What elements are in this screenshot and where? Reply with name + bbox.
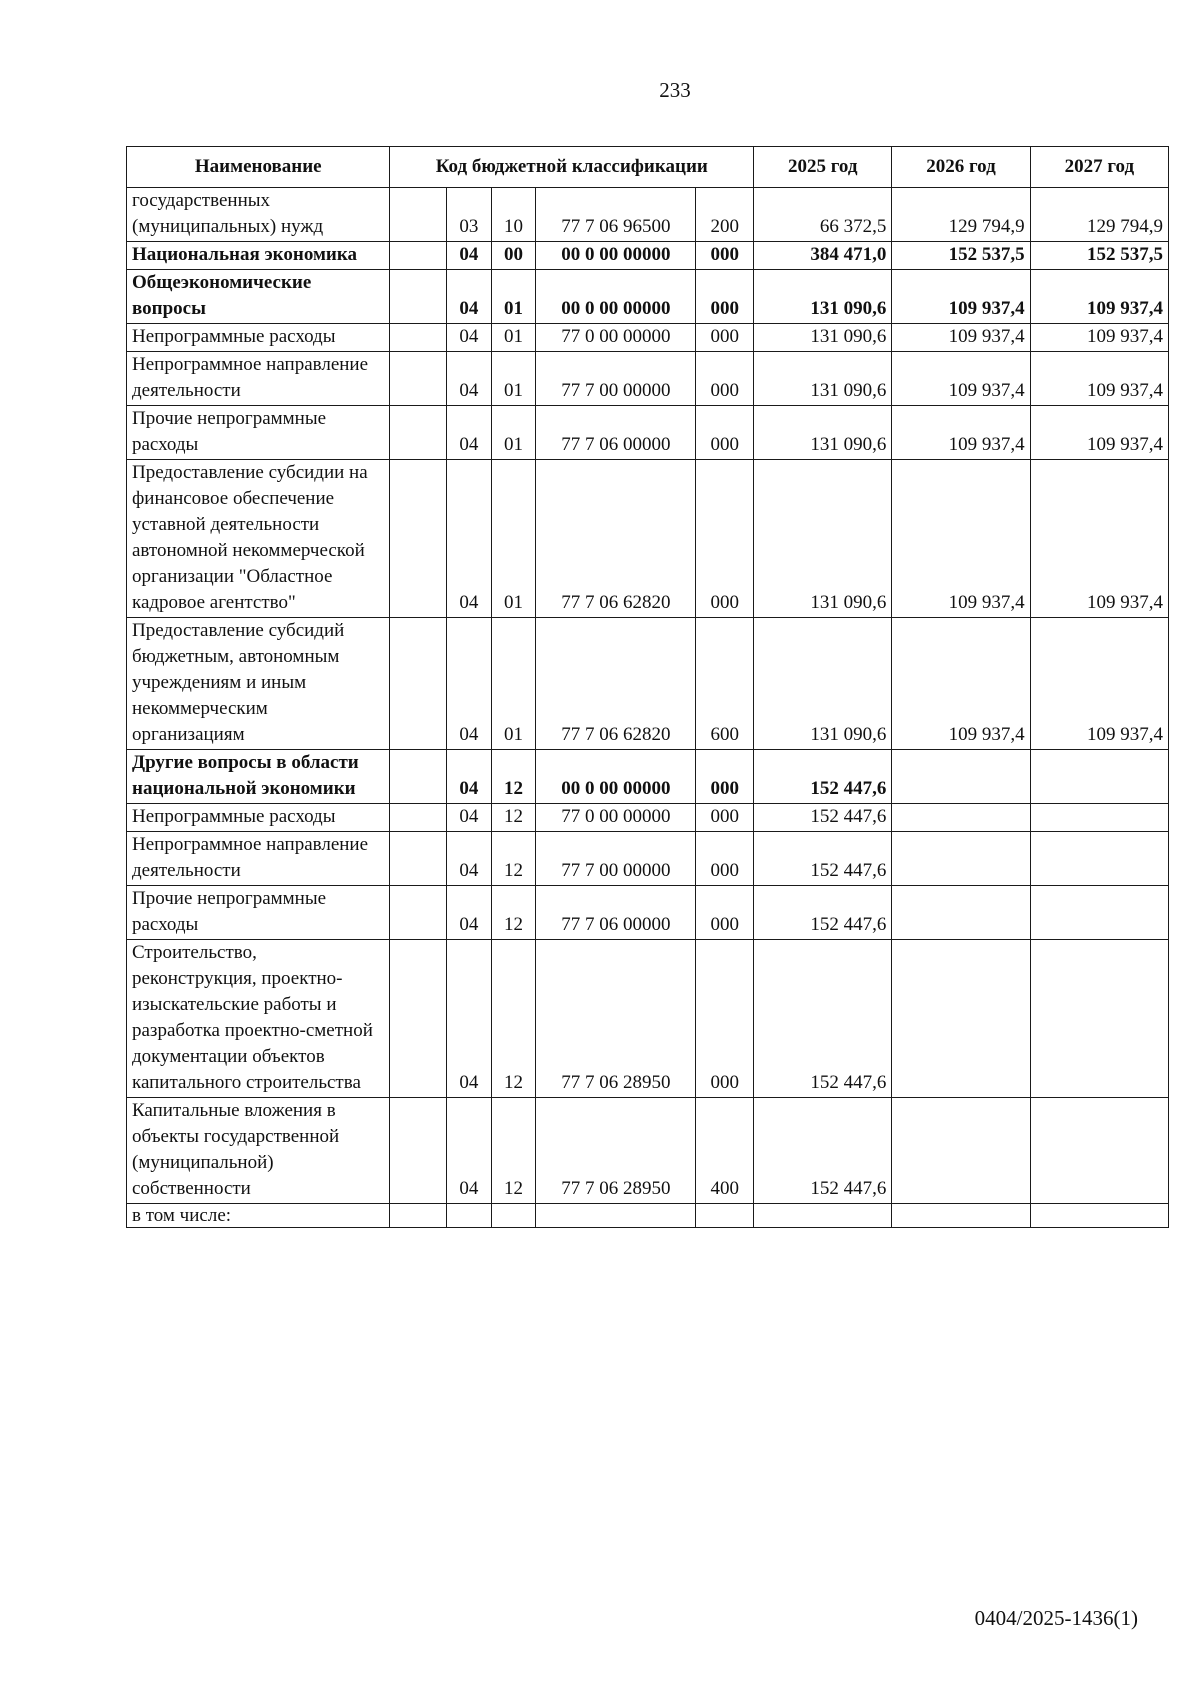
- cell-name: Предоставление субсидий бюджетным, автономным учреждениям и иным некоммерческим организациям: [127, 618, 390, 750]
- cell-section: 04: [447, 940, 492, 1098]
- cell-2025: 131 090,6: [754, 406, 892, 460]
- cell-2027: [1030, 940, 1168, 1098]
- cell-2025: 152 447,6: [754, 804, 892, 832]
- cell-target-article: [536, 1204, 696, 1228]
- cell-2027: [1030, 1098, 1168, 1204]
- cell-2026: 109 937,4: [892, 460, 1030, 618]
- cell-2026: [892, 1204, 1030, 1228]
- cell-2025: 131 090,6: [754, 324, 892, 352]
- cell-code-blank: [390, 1098, 447, 1204]
- cell-name: Непрограммные расходы: [127, 804, 390, 832]
- table-row: [127, 940, 1169, 1098]
- table-row: [127, 832, 1169, 886]
- cell-target-article: 77 0 00 00000: [536, 324, 696, 352]
- table-row: [127, 1098, 1169, 1204]
- header-code: Код бюджетной классификации: [390, 147, 754, 188]
- cell-code-blank: [390, 1204, 447, 1228]
- cell-section: 04: [447, 750, 492, 804]
- cell-name: Национальная экономика: [127, 242, 390, 270]
- cell-section: [447, 1204, 492, 1228]
- table-row: [127, 352, 1169, 406]
- cell-subsection: 01: [491, 406, 536, 460]
- cell-subsection: 10: [491, 188, 536, 242]
- cell-name: Непрограммное направление деятельности: [127, 832, 390, 886]
- cell-expense-type: 000: [696, 324, 754, 352]
- cell-expense-type: 000: [696, 242, 754, 270]
- cell-section: 04: [447, 886, 492, 940]
- cell-section: 04: [447, 406, 492, 460]
- cell-2027: 109 937,4: [1030, 406, 1168, 460]
- cell-2025: 131 090,6: [754, 270, 892, 324]
- cell-name: Строительство, реконструкция, проектно-изыскательские работы и разработка проектно-сметной документации объектов капитального строительства: [127, 940, 390, 1098]
- cell-2025: 131 090,6: [754, 618, 892, 750]
- cell-2027: 109 937,4: [1030, 618, 1168, 750]
- cell-2026: 109 937,4: [892, 324, 1030, 352]
- cell-2026: [892, 886, 1030, 940]
- cell-2026: [892, 1098, 1030, 1204]
- cell-expense-type: 000: [696, 804, 754, 832]
- cell-section: 04: [447, 1098, 492, 1204]
- cell-target-article: 77 7 06 28950: [536, 940, 696, 1098]
- cell-2025: 152 447,6: [754, 886, 892, 940]
- cell-2025: 152 447,6: [754, 1098, 892, 1204]
- cell-section: 04: [447, 618, 492, 750]
- cell-2025: 131 090,6: [754, 460, 892, 618]
- cell-expense-type: 000: [696, 886, 754, 940]
- cell-2027: 109 937,4: [1030, 460, 1168, 618]
- cell-expense-type: 000: [696, 940, 754, 1098]
- cell-expense-type: 000: [696, 750, 754, 804]
- cell-target-article: 77 7 06 00000: [536, 886, 696, 940]
- cell-2025: 131 090,6: [754, 352, 892, 406]
- table-row: [127, 460, 1169, 618]
- table-row: [127, 804, 1169, 832]
- cell-target-article: 77 7 00 00000: [536, 352, 696, 406]
- document-number: 0404/2025-1436(1): [974, 1606, 1138, 1630]
- cell-2026: [892, 804, 1030, 832]
- cell-name: Общеэкономические вопросы: [127, 270, 390, 324]
- cell-2025: 152 447,6: [754, 940, 892, 1098]
- cell-2027: 109 937,4: [1030, 270, 1168, 324]
- cell-target-article: 77 7 00 00000: [536, 832, 696, 886]
- cell-2026: [892, 750, 1030, 804]
- cell-section: 04: [447, 242, 492, 270]
- cell-code-blank: [390, 618, 447, 750]
- cell-section: 04: [447, 324, 492, 352]
- cell-2027: 129 794,9: [1030, 188, 1168, 242]
- table-body: [127, 188, 1169, 1228]
- cell-code-blank: [390, 750, 447, 804]
- cell-expense-type: 400: [696, 1098, 754, 1204]
- budget-table: [126, 146, 1169, 1228]
- cell-2027: 109 937,4: [1030, 352, 1168, 406]
- cell-section: 04: [447, 352, 492, 406]
- cell-expense-type: [696, 1204, 754, 1228]
- header-name: Наименование: [127, 147, 390, 188]
- cell-subsection: 01: [491, 618, 536, 750]
- cell-code-blank: [390, 242, 447, 270]
- cell-2025: 66 372,5: [754, 188, 892, 242]
- table-row: [127, 324, 1169, 352]
- cell-2027: 152 537,5: [1030, 242, 1168, 270]
- cell-2027: [1030, 1204, 1168, 1228]
- header-2026: 2026 год: [892, 147, 1030, 188]
- cell-2025: 152 447,6: [754, 750, 892, 804]
- cell-name: в том числе:: [127, 1204, 390, 1228]
- cell-target-article: 77 7 06 62820: [536, 618, 696, 750]
- cell-2025: 152 447,6: [754, 832, 892, 886]
- cell-subsection: 12: [491, 940, 536, 1098]
- cell-expense-type: 600: [696, 618, 754, 750]
- cell-2026: [892, 832, 1030, 886]
- cell-target-article: 00 0 00 00000: [536, 270, 696, 324]
- cell-target-article: 77 7 06 00000: [536, 406, 696, 460]
- cell-name: Непрограммные расходы: [127, 324, 390, 352]
- cell-section: 04: [447, 804, 492, 832]
- cell-expense-type: 000: [696, 270, 754, 324]
- table-row: [127, 270, 1169, 324]
- cell-expense-type: 200: [696, 188, 754, 242]
- cell-target-article: 00 0 00 00000: [536, 750, 696, 804]
- cell-2027: [1030, 804, 1168, 832]
- cell-name: государственных (муниципальных) нужд: [127, 188, 390, 242]
- table-row: [127, 886, 1169, 940]
- cell-2027: [1030, 750, 1168, 804]
- cell-expense-type: 000: [696, 832, 754, 886]
- cell-expense-type: 000: [696, 406, 754, 460]
- table-row: [127, 242, 1169, 270]
- cell-2026: 109 937,4: [892, 270, 1030, 324]
- cell-code-blank: [390, 188, 447, 242]
- cell-code-blank: [390, 940, 447, 1098]
- header-2027: 2027 год: [1030, 147, 1168, 188]
- cell-subsection: 12: [491, 886, 536, 940]
- cell-section: 04: [447, 832, 492, 886]
- cell-target-article: 00 0 00 00000: [536, 242, 696, 270]
- cell-expense-type: 000: [696, 352, 754, 406]
- cell-target-article: 77 7 06 62820: [536, 460, 696, 618]
- cell-name: Прочие непрограммные расходы: [127, 886, 390, 940]
- cell-2025: [754, 1204, 892, 1228]
- page-number: 233: [659, 78, 691, 102]
- cell-2026: 152 537,5: [892, 242, 1030, 270]
- cell-2027: [1030, 886, 1168, 940]
- cell-name: Предоставление субсидии на финансовое обеспечение уставной деятельности автономной некоммерческой организации "Областное кадровое агентство": [127, 460, 390, 618]
- cell-2026: 109 937,4: [892, 618, 1030, 750]
- cell-code-blank: [390, 804, 447, 832]
- cell-section: 03: [447, 188, 492, 242]
- cell-code-blank: [390, 460, 447, 618]
- cell-subsection: 12: [491, 750, 536, 804]
- cell-target-article: 77 7 06 28950: [536, 1098, 696, 1204]
- cell-name: Непрограммное направление деятельности: [127, 352, 390, 406]
- cell-subsection: [491, 1204, 536, 1228]
- cell-subsection: 12: [491, 1098, 536, 1204]
- cell-2026: 109 937,4: [892, 406, 1030, 460]
- cell-subsection: 01: [491, 352, 536, 406]
- cell-subsection: 01: [491, 460, 536, 618]
- table-header-row: [127, 147, 1169, 188]
- cell-section: 04: [447, 270, 492, 324]
- cell-code-blank: [390, 832, 447, 886]
- cell-name: Прочие непрограммные расходы: [127, 406, 390, 460]
- cell-subsection: 00: [491, 242, 536, 270]
- cell-2026: 129 794,9: [892, 188, 1030, 242]
- cell-expense-type: 000: [696, 460, 754, 618]
- cell-subsection: 01: [491, 270, 536, 324]
- cell-code-blank: [390, 270, 447, 324]
- cell-code-blank: [390, 352, 447, 406]
- cell-subsection: 12: [491, 804, 536, 832]
- cell-code-blank: [390, 406, 447, 460]
- header-2025: 2025 год: [754, 147, 892, 188]
- cell-section: 04: [447, 460, 492, 618]
- cell-name: Другие вопросы в области национальной экономики: [127, 750, 390, 804]
- cell-subsection: 01: [491, 324, 536, 352]
- cell-2026: [892, 940, 1030, 1098]
- cell-2025: 384 471,0: [754, 242, 892, 270]
- cell-target-article: 77 0 00 00000: [536, 804, 696, 832]
- table-row: [127, 618, 1169, 750]
- cell-target-article: 77 7 06 96500: [536, 188, 696, 242]
- cell-2026: 109 937,4: [892, 352, 1030, 406]
- table-row: [127, 750, 1169, 804]
- table-row: [127, 188, 1169, 242]
- cell-2027: 109 937,4: [1030, 324, 1168, 352]
- cell-subsection: 12: [491, 832, 536, 886]
- table-row: [127, 1204, 1169, 1228]
- table-row: [127, 406, 1169, 460]
- cell-code-blank: [390, 886, 447, 940]
- cell-name: Капитальные вложения в объекты государственной (муниципальной) собственности: [127, 1098, 390, 1204]
- cell-2027: [1030, 832, 1168, 886]
- cell-code-blank: [390, 324, 447, 352]
